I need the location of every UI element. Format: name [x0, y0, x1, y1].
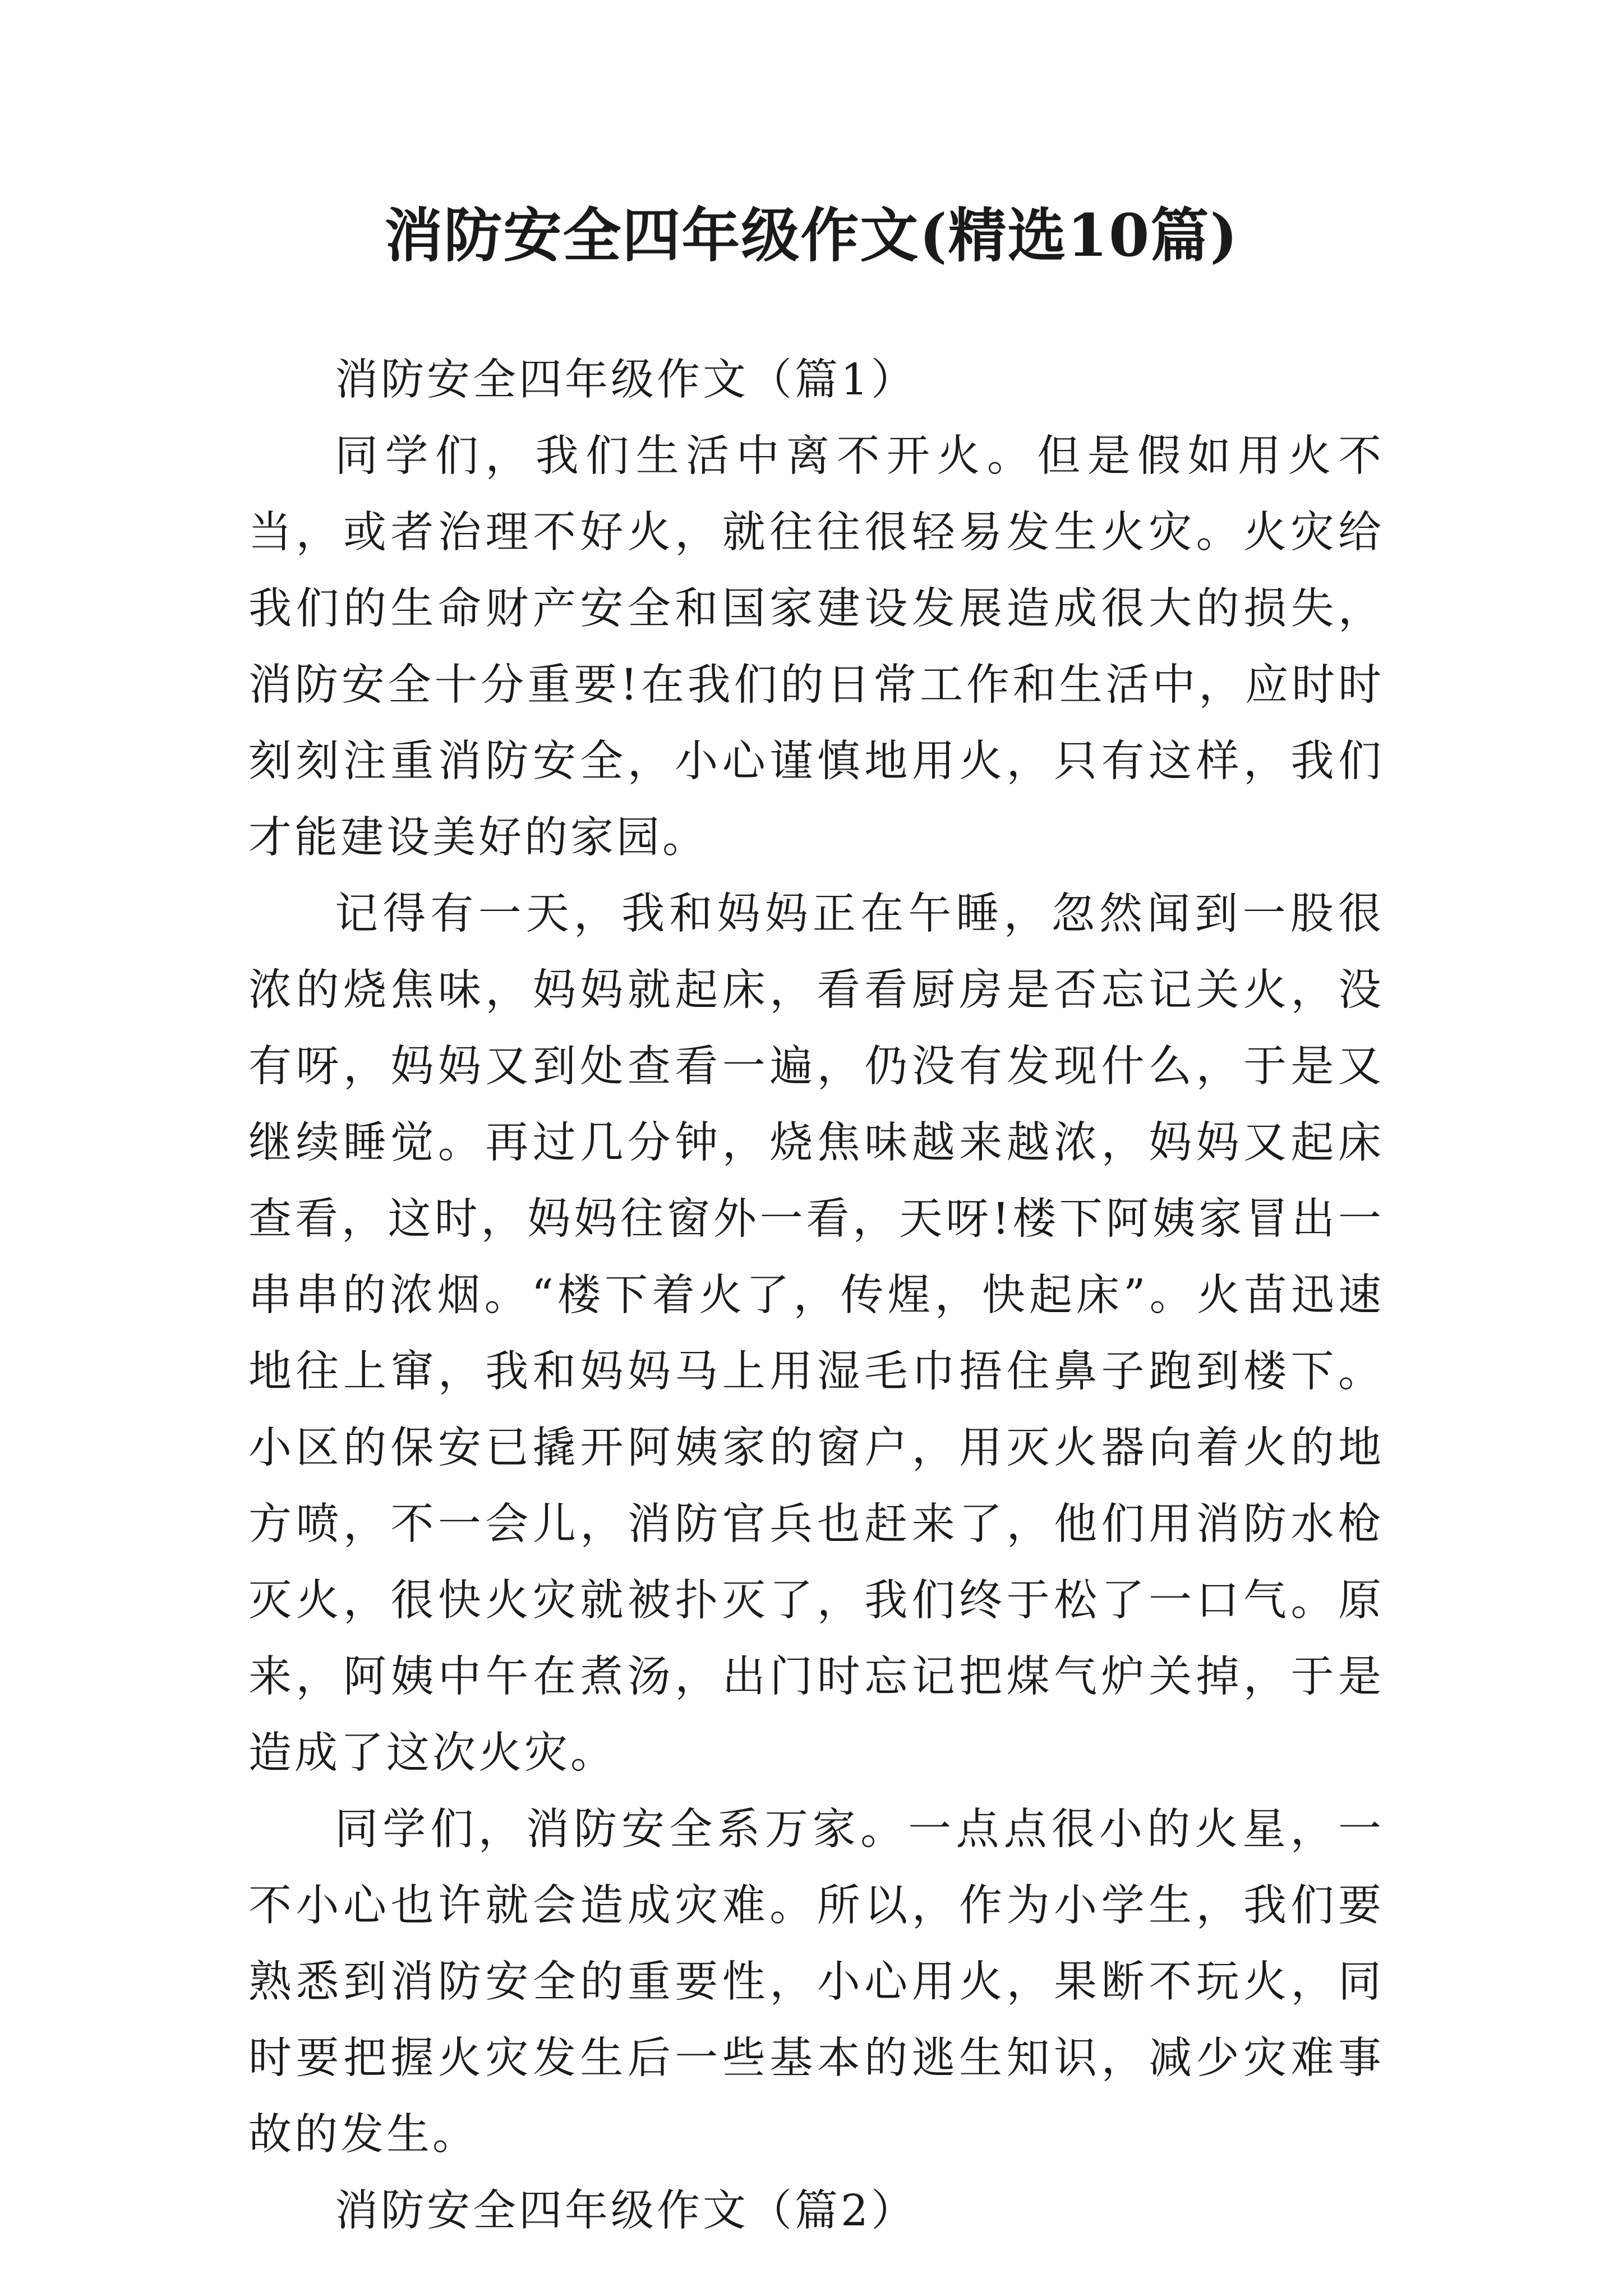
paragraph: 同学们，我们生活中离不开火。但是假如用火不当，或者治理不好火，就往往很轻易发生火灾。火灾给我们的生命财产安全和国家建设发展造成很大的损失，消防安全十分重要!在我们的日常工作和生活中，应时时刻刻注重消防安全，小心谨慎地用火，只有这样，我们才能建设美好的家园。: [248, 431, 1384, 863]
section-heading-2: 消防安全四年级作文（篇2）: [335, 2186, 917, 2236]
paragraph: 同学们，消防安全系万家。一点点很小的火星，一不小心也许就会造成灾难。所以，作为小学生，我们要熟悉到消防安全的重要性，小心用火，果断不玩火，同时要把握火灾发生后一些基本的逃生知识，减少灾难事故的发生。: [248, 1805, 1384, 2160]
document-body: [248, 342, 1384, 2249]
document-title: 消防安全四年级作文(精选10篇): [384, 201, 1239, 270]
paragraph: 记得有一天，我和妈妈正在午睡，忽然闻到一股很浓的烧焦味，妈妈就起床，看看厨房是否忘记关火，没有呀，妈妈又到处查看一遍，仍没有发现什么，于是又继续睡觉。再过几分钟，烧焦味越来越浓，妈妈又起床查看，这时，妈妈往窗外一看，天呀!楼下阿姨家冒出一串串的浓烟。“楼下着火了，传煋，快起床”。火苗迅速地往上窜，我和妈妈马上用湿毛巾捂住鼻子跑到楼下。小区的保安已撬开阿姨家的窗户，用灭火器向着火的地方喷，不一会儿，消防官兵也赶来了，他们用消防水枪灭火，很快火灾就被扑灭了，我们终于松了一口气。原来，阿姨中午在煮汤，出门时忘记把煤气炉关掉，于是造成了这次火灾。: [248, 889, 1384, 1778]
section-heading-1: 消防安全四年级作文（篇1）: [335, 355, 917, 405]
